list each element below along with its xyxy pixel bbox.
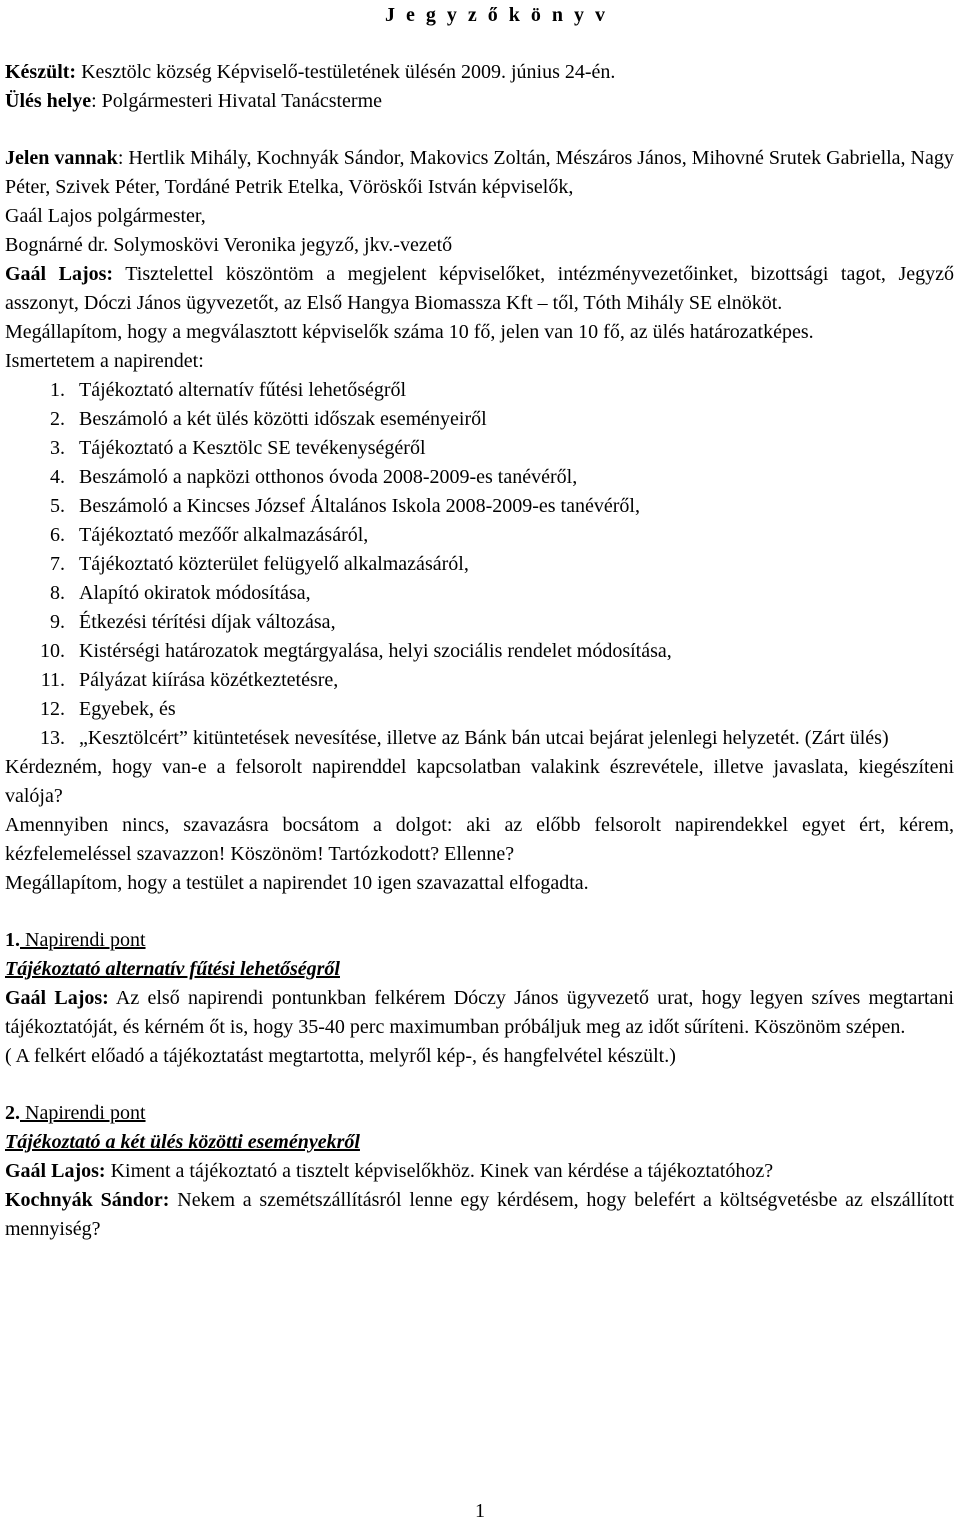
item2-heading [5,1099,954,1128]
agenda-text: Beszámoló a napközi otthonos óvoda 2008-2009-es tanévéről, [79,466,578,488]
item1-text: Az első napirendi pontunkban felkérem Dóczy János ügyvezető urat, hogy legyen szíves megtartani tájékoztatóját, és kérném őt is, hogy 35-40 perc maximumban próbáljuk meg az időt sűríteni. Köszönöm szépen. [5,987,954,1038]
agenda-number: 3. [50,437,65,459]
item1-subtitle-text: Tájékoztató alternatív fűtési lehetőségről [5,958,340,980]
agenda-number: 5. [50,495,65,517]
agenda-number: 4. [50,466,65,488]
item2-text-2: Nekem a szemétszállításról lenne egy kérdésem, hogy belefért a költségvetésbe az elszállított mennyiség? [5,1189,954,1240]
list-item [5,492,954,521]
agenda-intro: Ismertetem a napirendet: [5,350,204,372]
speaker-name: Kochnyák Sándor: [5,1189,170,1211]
page-number: 1 [475,1500,485,1522]
place-label: Ülés helye [5,90,92,112]
place-text: : Polgármesteri Hivatal Tanácsterme [91,90,383,112]
item1-note: ( A felkért előadó a tájékoztatást megtartotta, melyről kép-, és hangfelvétel készült.) [5,1045,676,1067]
agenda-number: 11. [40,669,65,691]
vote-result-paragraph: Megállapítom, hogy a testület a napirendet 10 igen szavazattal elfogadta. [5,872,589,894]
agenda-list [5,376,954,753]
item1-subtitle [5,955,954,984]
agenda-number: 8. [50,582,65,604]
item2-heading-text: Napirendi pont [20,1102,146,1124]
place-line [5,87,954,116]
list-item [5,463,954,492]
made-text: Kesztölc község Képviselő-testületének ülésén 2009. június 24-én. [76,61,616,83]
agenda-number: 7. [50,553,65,575]
spacer [5,898,954,926]
agenda-text: Étkezési térítési díjak változása, [79,611,336,633]
spacer [5,116,954,144]
item2-number: 2. [5,1102,20,1124]
list-item [5,579,954,608]
speaker-name: Gaál Lajos: [5,1160,106,1182]
list-item [5,376,954,405]
agenda-text: „Kesztölcért” kitüntetések nevesítése, illetve az Bánk bán utcai bejárat jelenlegi helyzetét. (Zárt ülés) [79,727,889,749]
opening-paragraph [5,260,954,318]
item2-subtitle [5,1128,954,1157]
list-item [5,724,954,753]
speaker-name: Gaál Lajos: [5,987,109,1009]
list-item [5,666,954,695]
item1-paragraph [5,984,954,1042]
agenda-number: 9. [50,611,65,633]
document-title: J e g y z ő k ö n y v [385,4,608,26]
list-item [5,608,954,637]
document-page [5,0,954,1244]
made-line [5,58,954,87]
agenda-number: 10. [40,640,65,662]
agenda-text: Kistérségi határozatok megtárgyalása, helyi szociális rendelet módosítása, [79,640,672,662]
agenda-text: Beszámoló a Kincses József Általános Iskola 2008-2009-es tanévéről, [79,495,640,517]
attendance-text: : Hertlik Mihály, Kochnyák Sándor, Makovics Zoltán, Mészáros János, Mihovné Srutek Gabriella, Nagy Péter, Szivek Péter, Tordáné Petrik Etelka, Vöröskői István képviselők, [5,147,954,198]
agenda-text: Egyebek, és [79,698,176,720]
spacer [5,30,954,58]
item2-text-1: Kiment a tájékoztató a tisztelt képviselőkhöz. Kinek van kérdése a tájékoztatóhoz? [105,1160,774,1182]
item2-paragraph-1 [5,1157,954,1186]
agenda-number: 6. [50,524,65,546]
list-item [5,550,954,579]
item1-heading-text: Napirendi pont [20,929,146,951]
agenda-number: 12. [40,698,65,720]
item2-paragraph-2 [5,1186,954,1244]
list-item [5,521,954,550]
agenda-text: Tájékoztató közterület felügyelő alkalmazásáról, [79,553,469,575]
attendance-label: Jelen vannak [5,147,118,169]
item1-heading [5,926,954,955]
quorum-paragraph: Megállapítom, hogy a megválasztott képviselők száma 10 fő, jelen van 10 fő, az ülés határozatképes. [5,321,814,343]
agenda-text: Alapító okiratok módosítása, [79,582,311,604]
notary-line: Bognárné dr. Solymoskövi Veronika jegyző, jkv.-vezető [5,234,453,256]
agenda-text: Pályázat kiírása közétkeztetésre, [79,669,339,691]
list-item [5,405,954,434]
list-item [5,434,954,463]
agenda-number: 13. [40,727,65,749]
list-item [5,637,954,666]
question-paragraph: Kérdezném, hogy van-e a felsorolt napirenddel kapcsolatban valakink észrevétele, illetve javaslata, kiegészíteni valója? [5,756,954,807]
item2-subtitle-text: Tájékoztató a két ülés közötti eseményekről [5,1131,360,1153]
item1-number: 1. [5,929,20,951]
agenda-text: Beszámoló a két ülés közötti időszak eseményeiről [79,408,487,430]
vote-call-paragraph: Amennyiben nincs, szavazásra bocsátom a dolgot: aki az előbb felsorolt napirendekkel egyet ért, kérem, kézfelemeléssel szavazzon! Köszönöm! Tartózkodott? Ellenne? [5,814,954,865]
agenda-number: 2. [50,408,65,430]
mayor-line: Gaál Lajos polgármester, [5,205,206,227]
spacer [5,1071,954,1099]
agenda-text: Tájékoztató alternatív fűtési lehetőségről [79,379,407,401]
opening-text: Tisztelettel köszöntöm a megjelent képviselőket, intézményvezetőinket, bizottsági tagot, Jegyző asszonyt, Dóczi János ügyvezetőt, az Első Hangya Biomassza Kft – től, Tóth Mihály SE elnököt. [5,263,954,314]
attendance-paragraph [5,144,954,202]
agenda-text: Tájékoztató a Kesztölc SE tevékenységéről [79,437,426,459]
speaker-name: Gaál Lajos: [5,263,114,285]
made-label: Készült: [5,61,77,83]
agenda-number: 1. [50,379,65,401]
list-item [5,695,954,724]
agenda-text: Tájékoztató mezőőr alkalmazásáról, [79,524,369,546]
